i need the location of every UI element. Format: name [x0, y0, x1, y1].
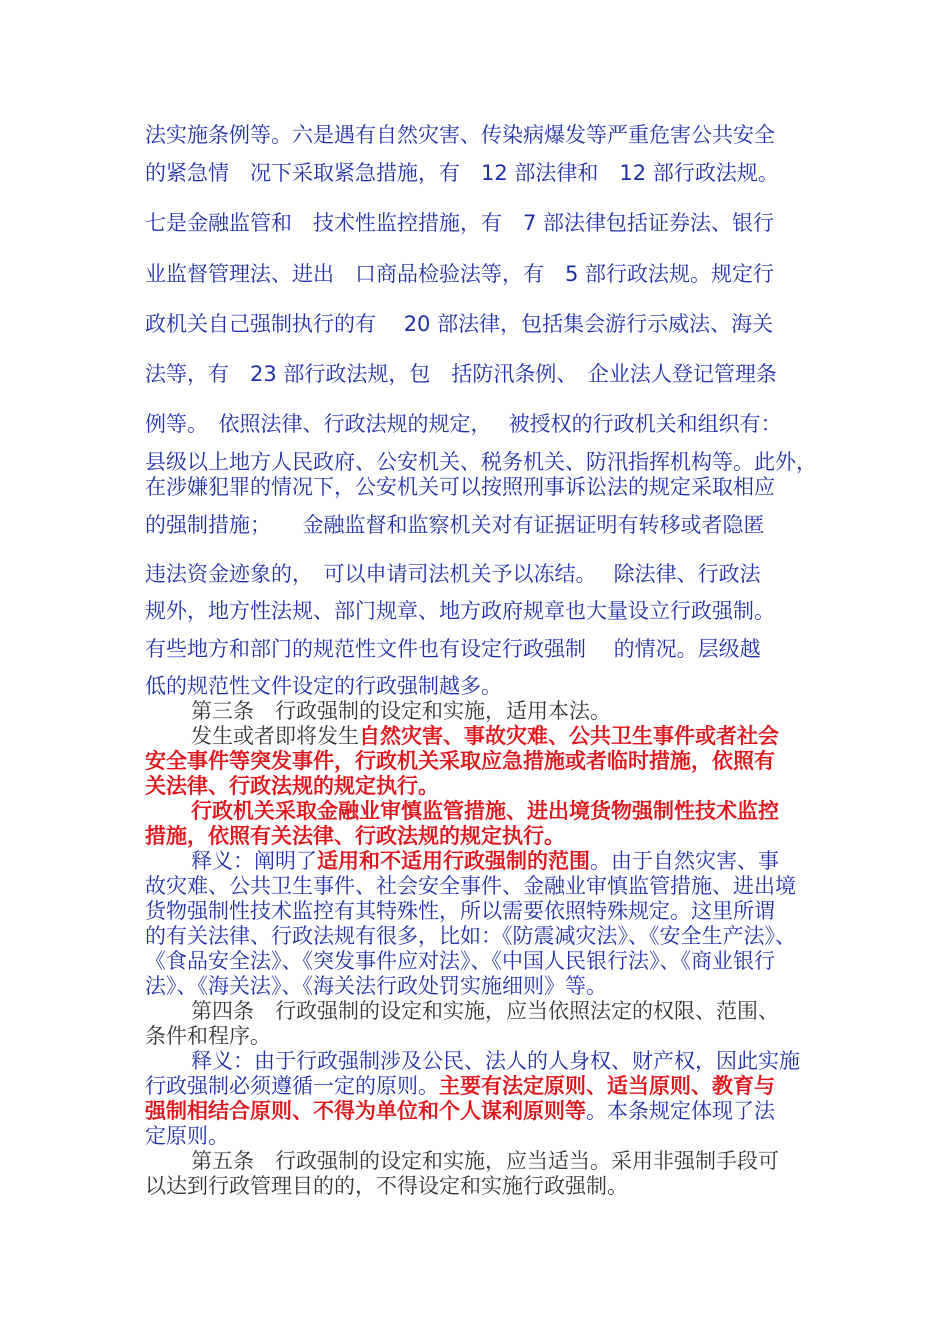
- text-span: 部行政法规。规定行: [578, 262, 775, 286]
- text-span: 例等。 依照法律、行政法规的规定， 被授权的行政机关和组织有：: [145, 412, 782, 436]
- text-span: 关法律、行政法规的规定执行。: [145, 773, 439, 798]
- text-line: [145, 361, 777, 387]
- text-line: [145, 261, 774, 287]
- text-span: 。本条规定体现了法: [586, 1099, 775, 1123]
- highlight-text: 适用和不适用行政强制的范围: [317, 848, 590, 873]
- text-line: [145, 673, 502, 699]
- highlight-text: 自然灾害、事故灾难、公共卫生事件或者社会: [359, 723, 779, 748]
- text-span: 七是金融监管和 技术性监控措施，有: [145, 211, 523, 235]
- number: 23: [250, 362, 277, 386]
- text-span: 部法律和: [507, 161, 620, 185]
- text-span: 行政机关采取金融业审慎监管措施、进出境货物强制性技术监控: [191, 798, 779, 823]
- text-span: 低的规范性文件设定的行政强制越多。: [145, 674, 502, 698]
- highlight-text: 主要有法定原则、适当原则、教育与: [439, 1073, 775, 1098]
- text-line: [145, 1123, 229, 1149]
- text-line: [145, 873, 796, 899]
- text-line: [145, 973, 607, 999]
- text-span: 第四条 行政强制的设定和实施，应当依照法定的权限、范围、: [191, 999, 779, 1023]
- text-line: [145, 923, 796, 949]
- text-span: 业监督管理法、进出 口商品检验法等，有: [145, 262, 565, 286]
- text-span: 有些地方和部门的规范性文件也有设定行政强制 的情况。层级越: [145, 637, 761, 661]
- text-span: 部行政法规，包 括防汛条例、 企业法人登记管理条: [276, 362, 777, 386]
- text-span: 发生或者即将发生: [191, 724, 359, 748]
- text-span: 的有关法律、行政法规有很多，比如：《防震减灾法》、《安全生产法》、: [145, 924, 796, 948]
- text-span: 部行政法规。: [646, 161, 779, 185]
- highlight-line: [145, 773, 439, 799]
- text-span: 部法律包括证券法、银行: [536, 211, 775, 235]
- number: 5: [565, 262, 579, 286]
- text-span: 政机关自己强制执行的有: [145, 312, 404, 336]
- text-span: 违法资金迹象的， 可以申请司法机关予以冻结。 除法律、行政法: [145, 562, 761, 586]
- text-span: 法实施条例等。六是遇有自然灾害、传染病爆发等严重危害公共安全: [145, 123, 775, 147]
- text-span: 措施，依照有关法律、行政法规的规定执行。: [145, 823, 565, 848]
- text-line: [145, 598, 775, 624]
- number: 20: [403, 312, 431, 336]
- text-span: 。由于自然灾害、事: [590, 849, 779, 873]
- text-span: 法》、《海关法》、《海关法行政处罚实施细则》等。: [145, 974, 607, 998]
- text-line: [145, 449, 817, 475]
- text-line: [145, 160, 779, 186]
- text-span: 在涉嫌犯罪的情况下，公安机关可以按照刑事诉讼法的规定采取相应: [145, 475, 775, 499]
- text-span: 货物强制性技术监控有其特殊性，所以需要依照特殊规定。这里所谓: [145, 899, 775, 923]
- text-line: [145, 512, 765, 538]
- number: 7: [523, 211, 537, 235]
- text-line: [145, 311, 773, 337]
- text-span: 以达到行政管理目的的，不得设定和实施行政强制。: [145, 1174, 628, 1198]
- text-line: [145, 898, 775, 924]
- text-span: 条件和程序。: [145, 1024, 271, 1048]
- text-span: 行政强制必须遵循一定的原则。: [145, 1074, 439, 1098]
- text-span: 部法律，包括集会游行示威法、海关: [430, 312, 774, 336]
- text-line: [145, 848, 779, 874]
- text-span: 定原则。: [145, 1124, 229, 1148]
- text-span: 故灾难、公共卫生事件、社会安全事件、金融业审慎监管措施、进出境: [145, 874, 796, 898]
- highlight-line: [145, 748, 775, 774]
- article-5-heading: [145, 1148, 779, 1174]
- text-line: [145, 1098, 775, 1124]
- article-3-heading: [145, 698, 611, 724]
- number: 12: [619, 161, 647, 185]
- text-span: 释义：由于行政强制涉及公民、法人的人身权、财产权，因此实施: [191, 1049, 800, 1073]
- text-span: 县级以上地方人民政府、公安机关、税务机关、防汛指挥机构等。此外，: [145, 450, 817, 474]
- text-span: 第三条 行政强制的设定和实施，适用本法。: [191, 699, 611, 723]
- number: 12: [481, 161, 508, 185]
- text-line: [145, 1023, 271, 1049]
- text-line: [145, 636, 761, 662]
- text-span: 的强制措施； 金融监督和监察机关对有证据证明有转移或者隐匿: [145, 513, 765, 537]
- highlight-line: [145, 823, 565, 849]
- text-span: 《食品安全法》、《突发事件应对法》、《中国人民银行法》、《商业银行: [145, 949, 775, 973]
- text-line: [145, 210, 774, 236]
- text-line: [145, 1173, 628, 1199]
- text-line: [145, 474, 775, 500]
- text-line: [145, 948, 775, 974]
- text-span: 安全事件等突发事件，行政机关采取应急措施或者临时措施，依照有: [145, 748, 775, 773]
- text-span: 第五条 行政强制的设定和实施，应当适当。采用非强制手段可: [191, 1149, 779, 1173]
- text-line: [145, 723, 779, 749]
- text-line: [145, 561, 761, 587]
- text-span: 的紧急情 况下采取紧急措施，有: [145, 161, 481, 185]
- article-4-heading: [145, 998, 779, 1024]
- text-line: [145, 1048, 800, 1074]
- text-span: 法等，有: [145, 362, 250, 386]
- highlight-line: [145, 798, 779, 824]
- text-span: 释义：阐明了: [191, 849, 317, 873]
- text-line: [145, 122, 775, 148]
- text-span: 规外，地方性法规、部门规章、地方政府规章也大量设立行政强制。: [145, 599, 775, 623]
- text-line: [145, 411, 782, 437]
- highlight-text: 强制相结合原则、不得为单位和个人谋利原则等: [145, 1098, 586, 1123]
- text-line: [145, 1073, 775, 1099]
